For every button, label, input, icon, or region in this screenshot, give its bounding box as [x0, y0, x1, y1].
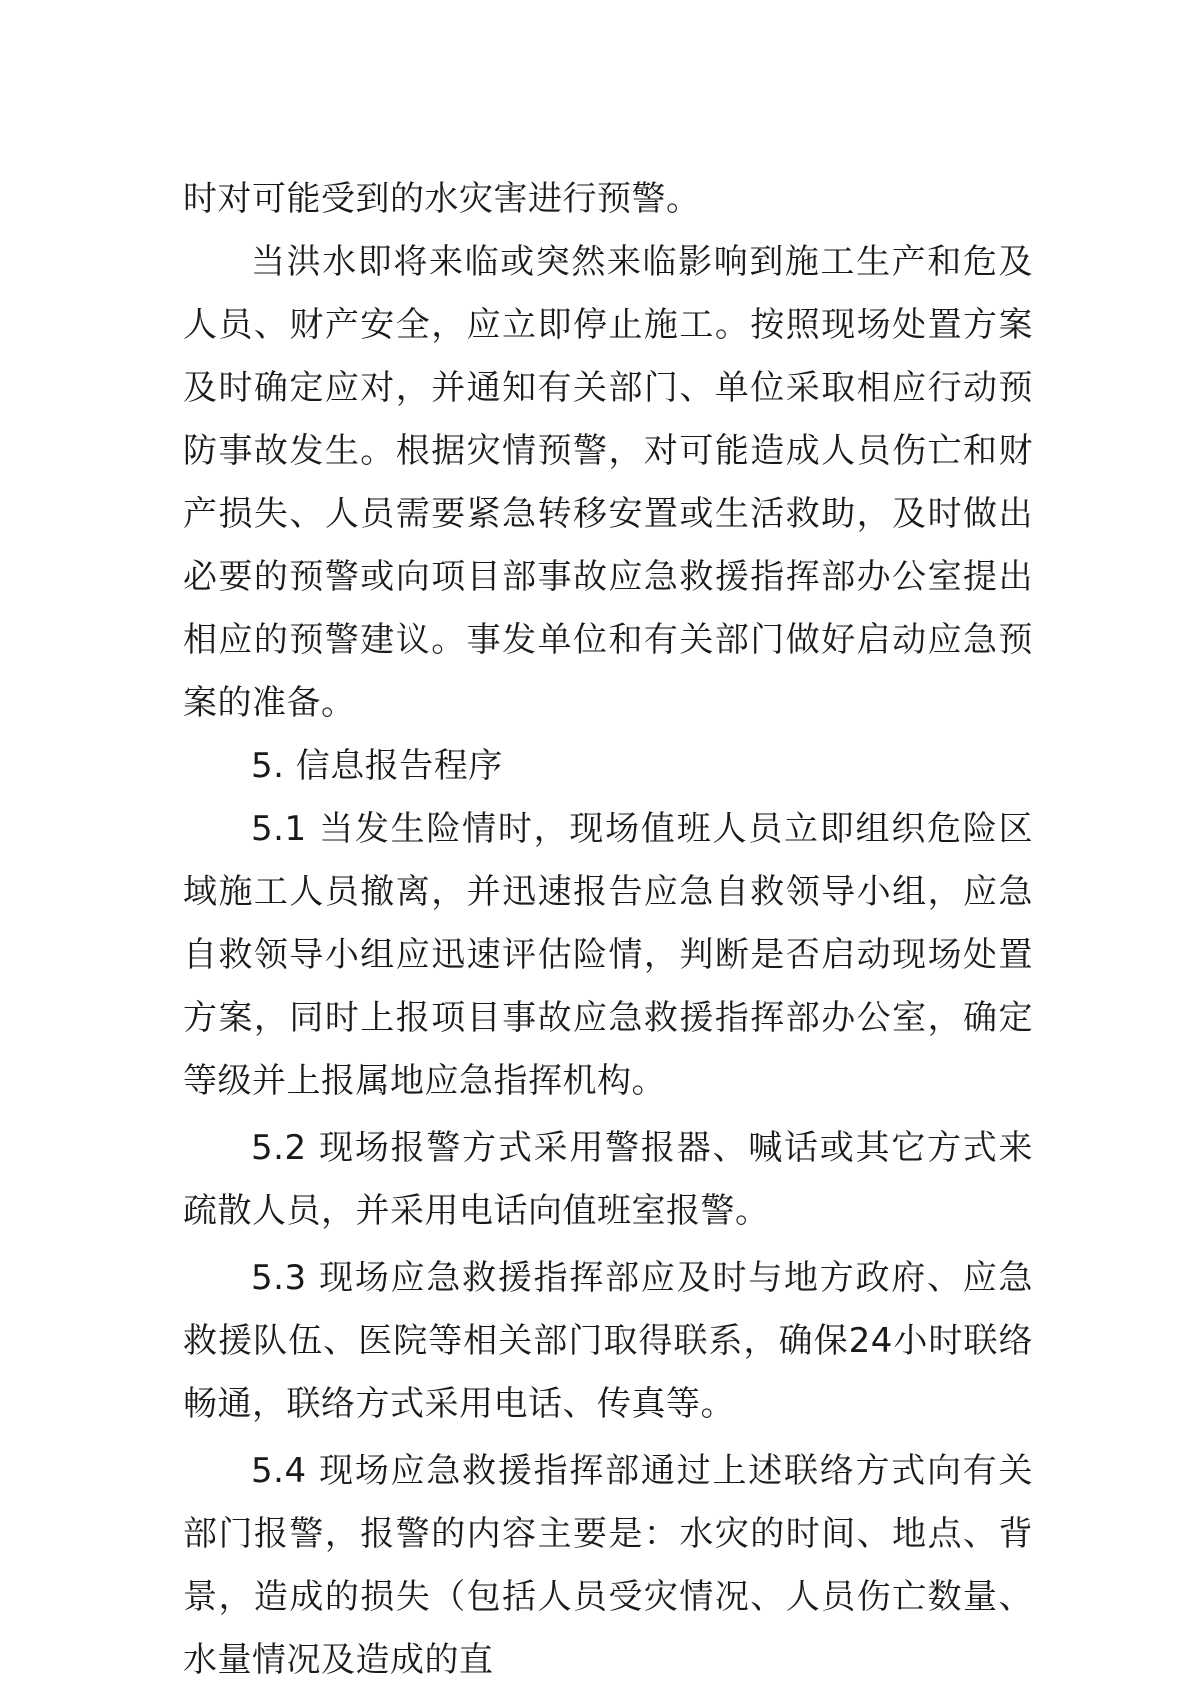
paragraph-5-4: 5.4 现场应急救援指挥部通过上述联络方式向有关部门报警，报警的内容主要是：水灾的时间、地点、背景，造成的损失（包括人员受灾情况、人员伤亡数量、水量情况及造成的直 — [183, 1451, 1033, 1680]
paragraph-5-3: 5.3 现场应急救援指挥部应及时与地方政府、应急救援队伍、医院等相关部门取得联系，确保24小时联络畅通，联络方式采用电话、传真等。 — [183, 1258, 1033, 1424]
paragraph-flood-warning: 当洪水即将来临或突然来临影响到施工生产和危及人员、财产安全，应立即停止施工。按照现场处置方案及时确定应对，并通知有关部门、单位采取相应行动预防事故发生。根据灾情预警，对可能造成人员伤亡和财产损失、人员需要紧急转移安置或生活救助，及时做出必要的预警或向项目部事故应急救援指挥部办公室提出相应的预警建议。事发单位和有关部门做好启动应急预案的准备。 — [183, 242, 1033, 723]
paragraph-5-1: 5.1 当发生险情时，现场值班人员立即组织危险区域施工人员撤离，并迅速报告应急自救领导小组，应急自救领导小组应迅速评估险情，判断是否启动现场处置方案，同时上报项目事故应急救援指挥部办公室，确定等级并上报属地应急指挥机构。 — [183, 809, 1033, 1101]
paragraph-5-2: 5.2 现场报警方式采用警报器、喊话或其它方式来疏散人员，并采用电话向值班室报警。 — [183, 1128, 1033, 1231]
document-body — [183, 168, 1033, 1692]
section-heading-info-report: 5. 信息报告程序 — [251, 746, 503, 786]
paragraph-continuation: 时对可能受到的水灾害进行预警。 — [183, 179, 701, 219]
